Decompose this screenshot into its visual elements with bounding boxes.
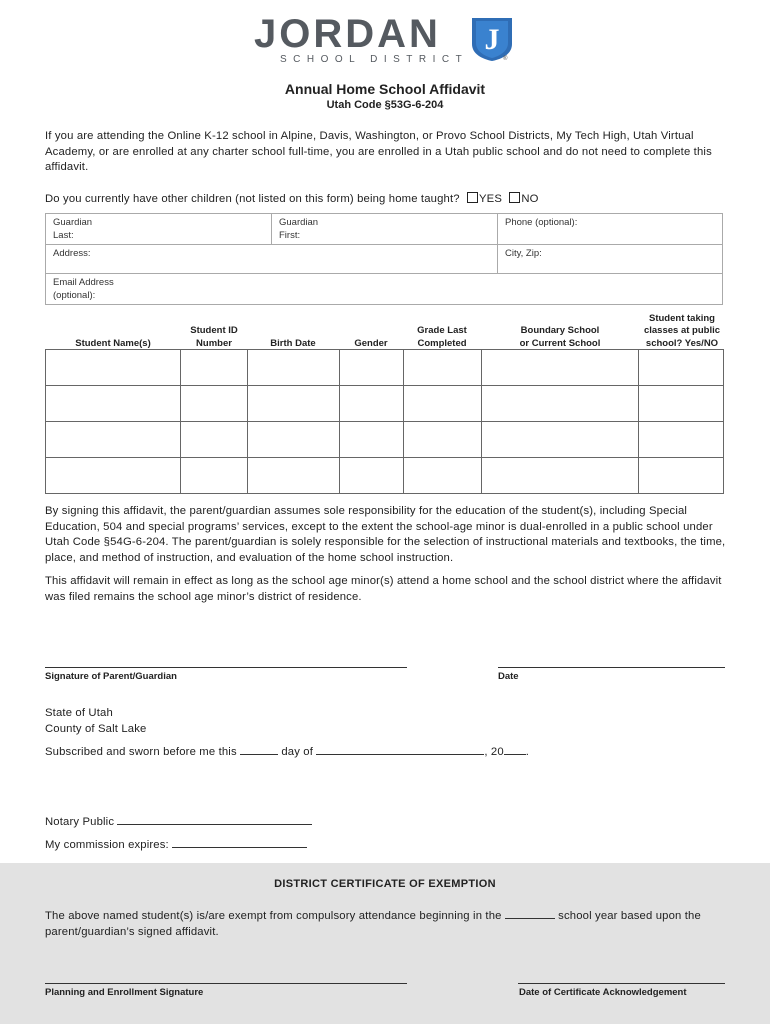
notary-state: State of Utah (45, 707, 113, 719)
ack-date-label: Date of Certificate Acknowledgement (519, 987, 687, 998)
student-cell[interactable] (638, 458, 723, 494)
shield-letter: J (484, 23, 500, 56)
planning-signature-label: Planning and Enrollment Signature (45, 987, 204, 998)
student-cell[interactable] (481, 458, 638, 494)
commission-row (45, 838, 730, 854)
student-cell[interactable] (339, 350, 403, 386)
student-cell[interactable] (181, 386, 247, 422)
student-table-header (45, 310, 725, 350)
effect-paragraph: This affidavit will remain in effect as long as the school age minor(s) attend a home school and the school district where the affidavit was filed remains the school age minor’s district of residence. (45, 575, 722, 603)
student-cell[interactable] (638, 350, 723, 386)
exemption-text-a: The above named student(s) is/are exempt from compulsory attendance beginning in the (45, 910, 502, 922)
parent-signature-label: Signature of Parent/Guardian (45, 671, 177, 682)
sworn-statement (45, 745, 730, 761)
form-title: Annual Home School Affidavit (284, 81, 486, 97)
sworn-day-blank[interactable] (240, 754, 278, 755)
student-cell[interactable] (181, 350, 247, 386)
header-boundary-school: Boundary School or Current School (519, 325, 601, 349)
header-grade: Grade Last Completed (417, 325, 467, 349)
registered-mark: ® (503, 56, 508, 62)
question-text: Do you currently have other children (not listed on this form) being home taught? (45, 193, 460, 205)
sworn-prefix: Subscribed and sworn before me this (45, 746, 237, 758)
student-cell[interactable] (403, 422, 481, 458)
sworn-end: . (525, 746, 530, 758)
student-cell[interactable] (403, 350, 481, 386)
utah-code: Utah Code §53G-6-204 (326, 99, 444, 111)
exemption-text (45, 909, 730, 940)
parent-signature-line[interactable] (45, 667, 407, 668)
guardian-first-field[interactable]: Guardian First: (272, 214, 498, 245)
ack-date-line[interactable] (518, 983, 725, 984)
address-field[interactable]: Address: (46, 245, 498, 274)
student-cell[interactable] (247, 350, 339, 386)
commission-label: My commission expires: (45, 839, 169, 851)
student-cell[interactable] (46, 422, 181, 458)
signing-paragraph: By signing this affidavit, the parent/guardian assumes sole responsibility for the education of the student(s), including Special Education, 504 and special programs’ services, except to the extent the school-age minor is dual-enrolled in a public school under Utah Code §54G-6-204. The parent/guardian is solely responsible for the selection of instructional materials and textbooks, the time, place, and method of instruction, and evaluation of the home school instruction. (45, 505, 726, 564)
student-cell[interactable] (481, 422, 638, 458)
sworn-year-prefix: , 20 (484, 746, 504, 758)
student-cell[interactable] (339, 458, 403, 494)
header-birth-date: Birth Date (270, 337, 316, 349)
student-table (45, 349, 724, 494)
student-cell[interactable] (638, 422, 723, 458)
no-checkbox[interactable] (509, 192, 520, 203)
notary-public-row (45, 815, 730, 831)
student-cell[interactable] (481, 386, 638, 422)
student-row (46, 386, 724, 422)
student-cell[interactable] (46, 458, 181, 494)
exemption-title: DISTRICT CERTIFICATE OF EXEMPTION (274, 878, 496, 890)
student-cell[interactable] (638, 386, 723, 422)
student-cell[interactable] (181, 458, 247, 494)
city-zip-field[interactable]: City, Zip: (498, 245, 723, 274)
notary-county: County of Salt Lake (45, 723, 147, 735)
student-cell[interactable] (403, 458, 481, 494)
yes-label: YES (478, 193, 503, 205)
phone-field[interactable]: Phone (optional): (498, 214, 723, 245)
student-row (46, 350, 724, 386)
header-gender: Gender (354, 337, 388, 349)
sworn-year-blank[interactable] (504, 754, 526, 755)
district-logo-wordmark: JORDAN (254, 12, 441, 56)
exemption-text-b: school year based upon the parent/guardian’s signed affidavit. (45, 910, 701, 938)
no-label: NO (521, 193, 539, 205)
header-public-classes: Student taking classes at public school? Yes/NO (643, 312, 721, 349)
student-cell[interactable] (339, 422, 403, 458)
notary-public-blank[interactable] (117, 824, 312, 825)
header-student-name: Student Name(s) (75, 337, 151, 349)
notary-public-label: Notary Public (45, 816, 115, 828)
email-field[interactable]: Email Address (optional): (46, 274, 723, 305)
parent-date-line[interactable] (498, 667, 725, 668)
student-cell[interactable] (481, 350, 638, 386)
student-row (46, 422, 724, 458)
student-cell[interactable] (247, 458, 339, 494)
guardian-info-table (45, 213, 723, 305)
student-cell[interactable] (247, 422, 339, 458)
school-year-blank[interactable] (505, 918, 555, 919)
parent-date-label: Date (498, 671, 519, 682)
student-cell[interactable] (46, 386, 181, 422)
home-taught-question (45, 192, 730, 208)
sworn-day-text: day of (281, 746, 314, 758)
guardian-last-field[interactable]: Guardian Last: (46, 214, 272, 245)
district-logo-subtitle: SCHOOL DISTRICT (280, 54, 469, 65)
student-cell[interactable] (247, 386, 339, 422)
planning-signature-line[interactable] (45, 983, 407, 984)
student-cell[interactable] (181, 422, 247, 458)
header-student-id: Student ID Number (190, 325, 238, 349)
commission-blank[interactable] (172, 847, 307, 848)
yes-checkbox[interactable] (467, 192, 478, 203)
intro-paragraph: If you are attending the Online K-12 school in Alpine, Davis, Washington, or Provo School Districts, My Tech High, Utah Virtual Academy, or are enrolled at any charter school full-time, you are enrolled in a Utah public school and do not need to complete this affidavit. (45, 130, 712, 173)
sworn-month-blank[interactable] (316, 754, 484, 755)
student-row (46, 458, 724, 494)
student-cell[interactable] (403, 386, 481, 422)
student-cell[interactable] (46, 350, 181, 386)
student-cell[interactable] (339, 386, 403, 422)
